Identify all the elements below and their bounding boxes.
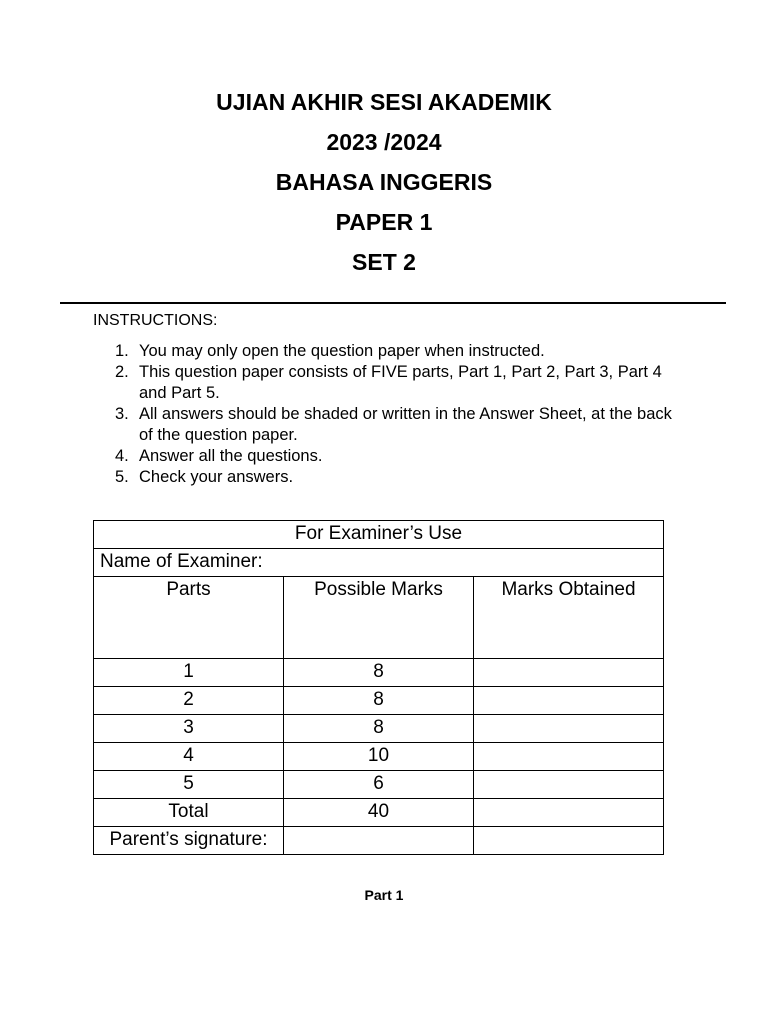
instruction-number: 1. — [115, 342, 129, 360]
instruction-item — [93, 467, 673, 488]
exam-title: UJIAN AKHIR SESI AKADEMIK — [216, 89, 552, 115]
total-possible-marks: 40 — [284, 799, 474, 827]
possible-marks-cell: 8 — [284, 687, 474, 715]
instructions-list — [93, 341, 673, 488]
table-row — [94, 771, 664, 799]
part-cell: 2 — [94, 687, 284, 715]
instruction-number: 2. — [115, 363, 129, 381]
column-header-parts: Parts — [94, 577, 284, 659]
column-header-possible-marks: Possible Marks — [284, 577, 474, 659]
instruction-item — [93, 362, 673, 404]
instruction-text: All answers should be shaded or written in the Answer Sheet, at the back of the question paper. — [139, 405, 672, 444]
marks-obtained-cell[interactable] — [474, 771, 664, 799]
total-marks-obtained[interactable] — [474, 799, 664, 827]
marks-obtained-cell[interactable] — [474, 715, 664, 743]
table-row — [94, 743, 664, 771]
table-header-row — [94, 577, 664, 659]
part-cell: 1 — [94, 659, 284, 687]
table-title-row — [94, 521, 664, 549]
instruction-text: This question paper consists of FIVE parts, Part 1, Part 2, Part 3, Part 4 and Part 5. — [139, 363, 662, 402]
part-cell: 3 — [94, 715, 284, 743]
header-divider — [60, 302, 726, 304]
instruction-number: 4. — [115, 447, 129, 465]
instruction-item — [93, 404, 673, 446]
instruction-item — [93, 446, 673, 467]
paper-number: PAPER 1 — [335, 209, 433, 235]
instruction-text: Check your answers. — [139, 468, 294, 486]
table-row — [94, 659, 664, 687]
instruction-number: 3. — [115, 405, 129, 423]
instruction-number: 5. — [115, 468, 129, 486]
possible-marks-cell: 8 — [284, 659, 474, 687]
parent-signature-label: Parent’s signature: — [94, 827, 284, 855]
instruction-text: Answer all the questions. — [139, 447, 323, 465]
instruction-item — [93, 341, 673, 362]
part-cell: 5 — [94, 771, 284, 799]
subject-title: BAHASA INGGERIS — [275, 169, 493, 195]
table-row — [94, 715, 664, 743]
signature-row — [94, 827, 664, 855]
table-row — [94, 687, 664, 715]
marks-obtained-cell[interactable] — [474, 687, 664, 715]
possible-marks-cell: 6 — [284, 771, 474, 799]
examiner-use-title: For Examiner’s Use — [94, 521, 664, 549]
instructions-heading: INSTRUCTIONS: — [93, 312, 218, 329]
marks-obtained-cell[interactable] — [474, 743, 664, 771]
set-number: SET 2 — [352, 249, 416, 275]
total-row — [94, 799, 664, 827]
academic-year: 2023 /2024 — [326, 129, 442, 155]
parent-signature-field[interactable] — [284, 827, 474, 855]
marks-obtained-cell[interactable] — [474, 659, 664, 687]
instruction-text: You may only open the question paper when instructed. — [139, 342, 545, 360]
possible-marks-cell: 8 — [284, 715, 474, 743]
part-cell: 4 — [94, 743, 284, 771]
part-heading: Part 1 — [364, 887, 404, 903]
examiner-name-row — [94, 549, 664, 577]
signature-blank-cell — [474, 827, 664, 855]
examiner-name-label: Name of Examiner: — [94, 549, 664, 577]
examiner-table — [93, 520, 664, 855]
total-label: Total — [94, 799, 284, 827]
column-header-marks-obtained: Marks Obtained — [474, 577, 664, 659]
possible-marks-cell: 10 — [284, 743, 474, 771]
